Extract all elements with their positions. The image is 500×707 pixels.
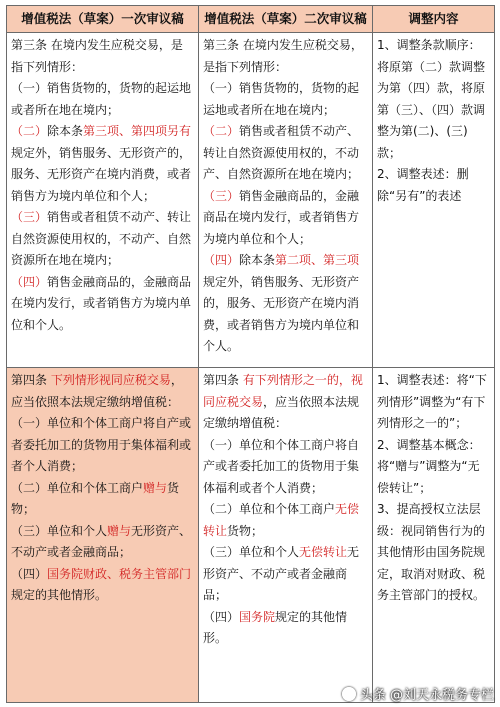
table-row-article-3 bbox=[7, 33, 495, 368]
highlight-text: 下列情形视同应税交易 bbox=[50, 373, 171, 387]
text: 第四条 bbox=[203, 373, 243, 387]
header-adjustment: 调整内容 bbox=[373, 6, 495, 33]
cell-article-4-adjustment bbox=[373, 368, 495, 703]
paragraph bbox=[11, 207, 194, 272]
text: 货物； bbox=[227, 523, 264, 538]
paragraph bbox=[203, 121, 368, 186]
text: 除本条 bbox=[47, 124, 84, 138]
table-header-row bbox=[7, 6, 495, 33]
paragraph bbox=[203, 250, 368, 358]
paragraph bbox=[203, 186, 368, 251]
highlight-text: （三） bbox=[203, 188, 240, 203]
paragraph: 1、调整条款顺序：将原第（二）款调整为第（四）款，将原第（三）、（四）款调整为第(二)、(三)款； bbox=[377, 38, 486, 160]
highlight-text: 赠与 bbox=[143, 480, 168, 495]
watermark-text: 头条 @刘天永税务专栏 bbox=[359, 688, 494, 703]
paragraph: （一）销售货物的，货物的起运地或者所在地在境内； bbox=[11, 81, 192, 117]
paragraph bbox=[11, 478, 194, 521]
text: 第四条 bbox=[11, 373, 51, 387]
header-draft-1: 增值税法（草案）一次审议稿 bbox=[7, 6, 199, 33]
highlight-text: 第二项、第三项 bbox=[275, 253, 360, 267]
highlight-text: （四） bbox=[203, 253, 240, 267]
highlight-text: 赠与 bbox=[107, 523, 132, 538]
highlight-text: 国务院 bbox=[239, 609, 276, 624]
highlight-text: （二） bbox=[203, 124, 240, 138]
cell-article-3-draft-2 bbox=[199, 33, 373, 368]
paragraph bbox=[203, 370, 368, 435]
text: （二）单位和个体工商户 bbox=[203, 502, 336, 516]
highlight-text: （二） bbox=[11, 124, 48, 138]
paragraph bbox=[11, 370, 194, 413]
watermark bbox=[342, 684, 494, 703]
text: 规定外，销售服务、无形资产的，服务、无形资产在境内消费，或者销售方为境内单位和个人。 bbox=[203, 274, 360, 353]
paragraph bbox=[203, 607, 368, 650]
text: 无形资产、不动产或者金融商品； bbox=[203, 545, 360, 602]
text: 销售金融商品的，金融商品在境内发行，或者销售方为境内单位和个人； bbox=[203, 188, 360, 246]
paragraph: （一）单位和个体工商户将自产或者委托加工的货物用于集体福利或者个人消费； bbox=[11, 416, 192, 473]
header-draft-2: 增值税法（草案）二次审议稿 bbox=[199, 6, 373, 33]
paragraph: 3、提高授权立法层级：视同销售行为的其他情形由国务院规定，取消对财政、税务主管部门的授权。 bbox=[377, 502, 486, 602]
text: 规定的其他情形。 bbox=[203, 609, 348, 645]
text: 规定外，销售服务、无形资产的，服务、无形资产在境内消费，或者销售方为境内单位和个人； bbox=[11, 145, 192, 203]
paragraph bbox=[11, 121, 194, 207]
comparison-table bbox=[6, 5, 495, 703]
text: ，应当依照本法规定缴纳增值税： bbox=[203, 394, 360, 430]
paragraph: （一）单位和个体工商户将自产或者委托加工的货物用于集体福利或者个人消费； bbox=[203, 437, 360, 495]
table-row-article-4 bbox=[7, 368, 495, 703]
cell-article-3-draft-1 bbox=[7, 33, 199, 368]
paragraph bbox=[11, 564, 194, 607]
highlight-text: （三） bbox=[11, 210, 48, 224]
text: 规定的其他情形。 bbox=[11, 588, 108, 602]
text: 销售或者租赁不动产、转让自然资源使用权的，不动产、自然资源所在地在境内； bbox=[203, 124, 360, 181]
platform-logo-icon bbox=[342, 687, 356, 701]
cell-article-4-draft-2 bbox=[199, 368, 373, 703]
text: 无形资产、不动产或者金融商品； bbox=[11, 523, 192, 559]
cell-article-3-adjustment bbox=[373, 33, 495, 368]
paragraph: 第三条 在境内发生应税交易，是指下列情形： bbox=[203, 38, 363, 74]
text: （三）单位和个人 bbox=[11, 523, 108, 538]
paragraph: （一）销售货物的，货物的起运地或者所在地在境内； bbox=[203, 81, 360, 117]
paragraph bbox=[11, 521, 194, 564]
text: （三）单位和个人 bbox=[203, 545, 300, 559]
paragraph: 第三条 在境内发生应税交易，是指下列情形： bbox=[11, 38, 183, 74]
text: 除本条 bbox=[239, 253, 276, 267]
highlight-text: 无偿转让 bbox=[299, 545, 348, 559]
paragraph bbox=[11, 272, 194, 337]
highlight-text: 第三项、第四项另有 bbox=[83, 124, 192, 138]
text: ，应当依照本法规定缴纳增值税： bbox=[11, 373, 183, 409]
highlight-text: 无偿转让 bbox=[203, 502, 360, 538]
paragraph bbox=[203, 499, 368, 542]
highlight-text: 有下列情形之一的，视同应税交易 bbox=[203, 373, 363, 409]
paragraph bbox=[203, 542, 368, 607]
cell-article-4-draft-1 bbox=[7, 368, 199, 703]
highlight-text: 国务院财政、税务主管部门 bbox=[47, 566, 192, 581]
text: （四） bbox=[11, 566, 48, 581]
highlight-text: （四） bbox=[11, 274, 48, 289]
paragraph: 2、调整表述：删除“另有”的表述 bbox=[377, 167, 469, 203]
paragraph: 1、调整表述：将“下列情形”调整为“有下列情形之一的”； bbox=[377, 373, 487, 430]
paragraph: 2、调整基本概念：将“赠与”调整为“无偿转让”； bbox=[377, 437, 481, 495]
text: 货物； bbox=[11, 480, 180, 516]
text: （二）单位和个体工商户 bbox=[11, 480, 144, 495]
text: （四） bbox=[203, 609, 240, 624]
text: 销售或者租赁不动产、转让自然资源使用权的，不动产、自然资源所在地在境内； bbox=[11, 210, 192, 267]
text: 销售金融商品的，金融商品在境内发行，或者销售方为境内单位和个人。 bbox=[11, 274, 192, 332]
